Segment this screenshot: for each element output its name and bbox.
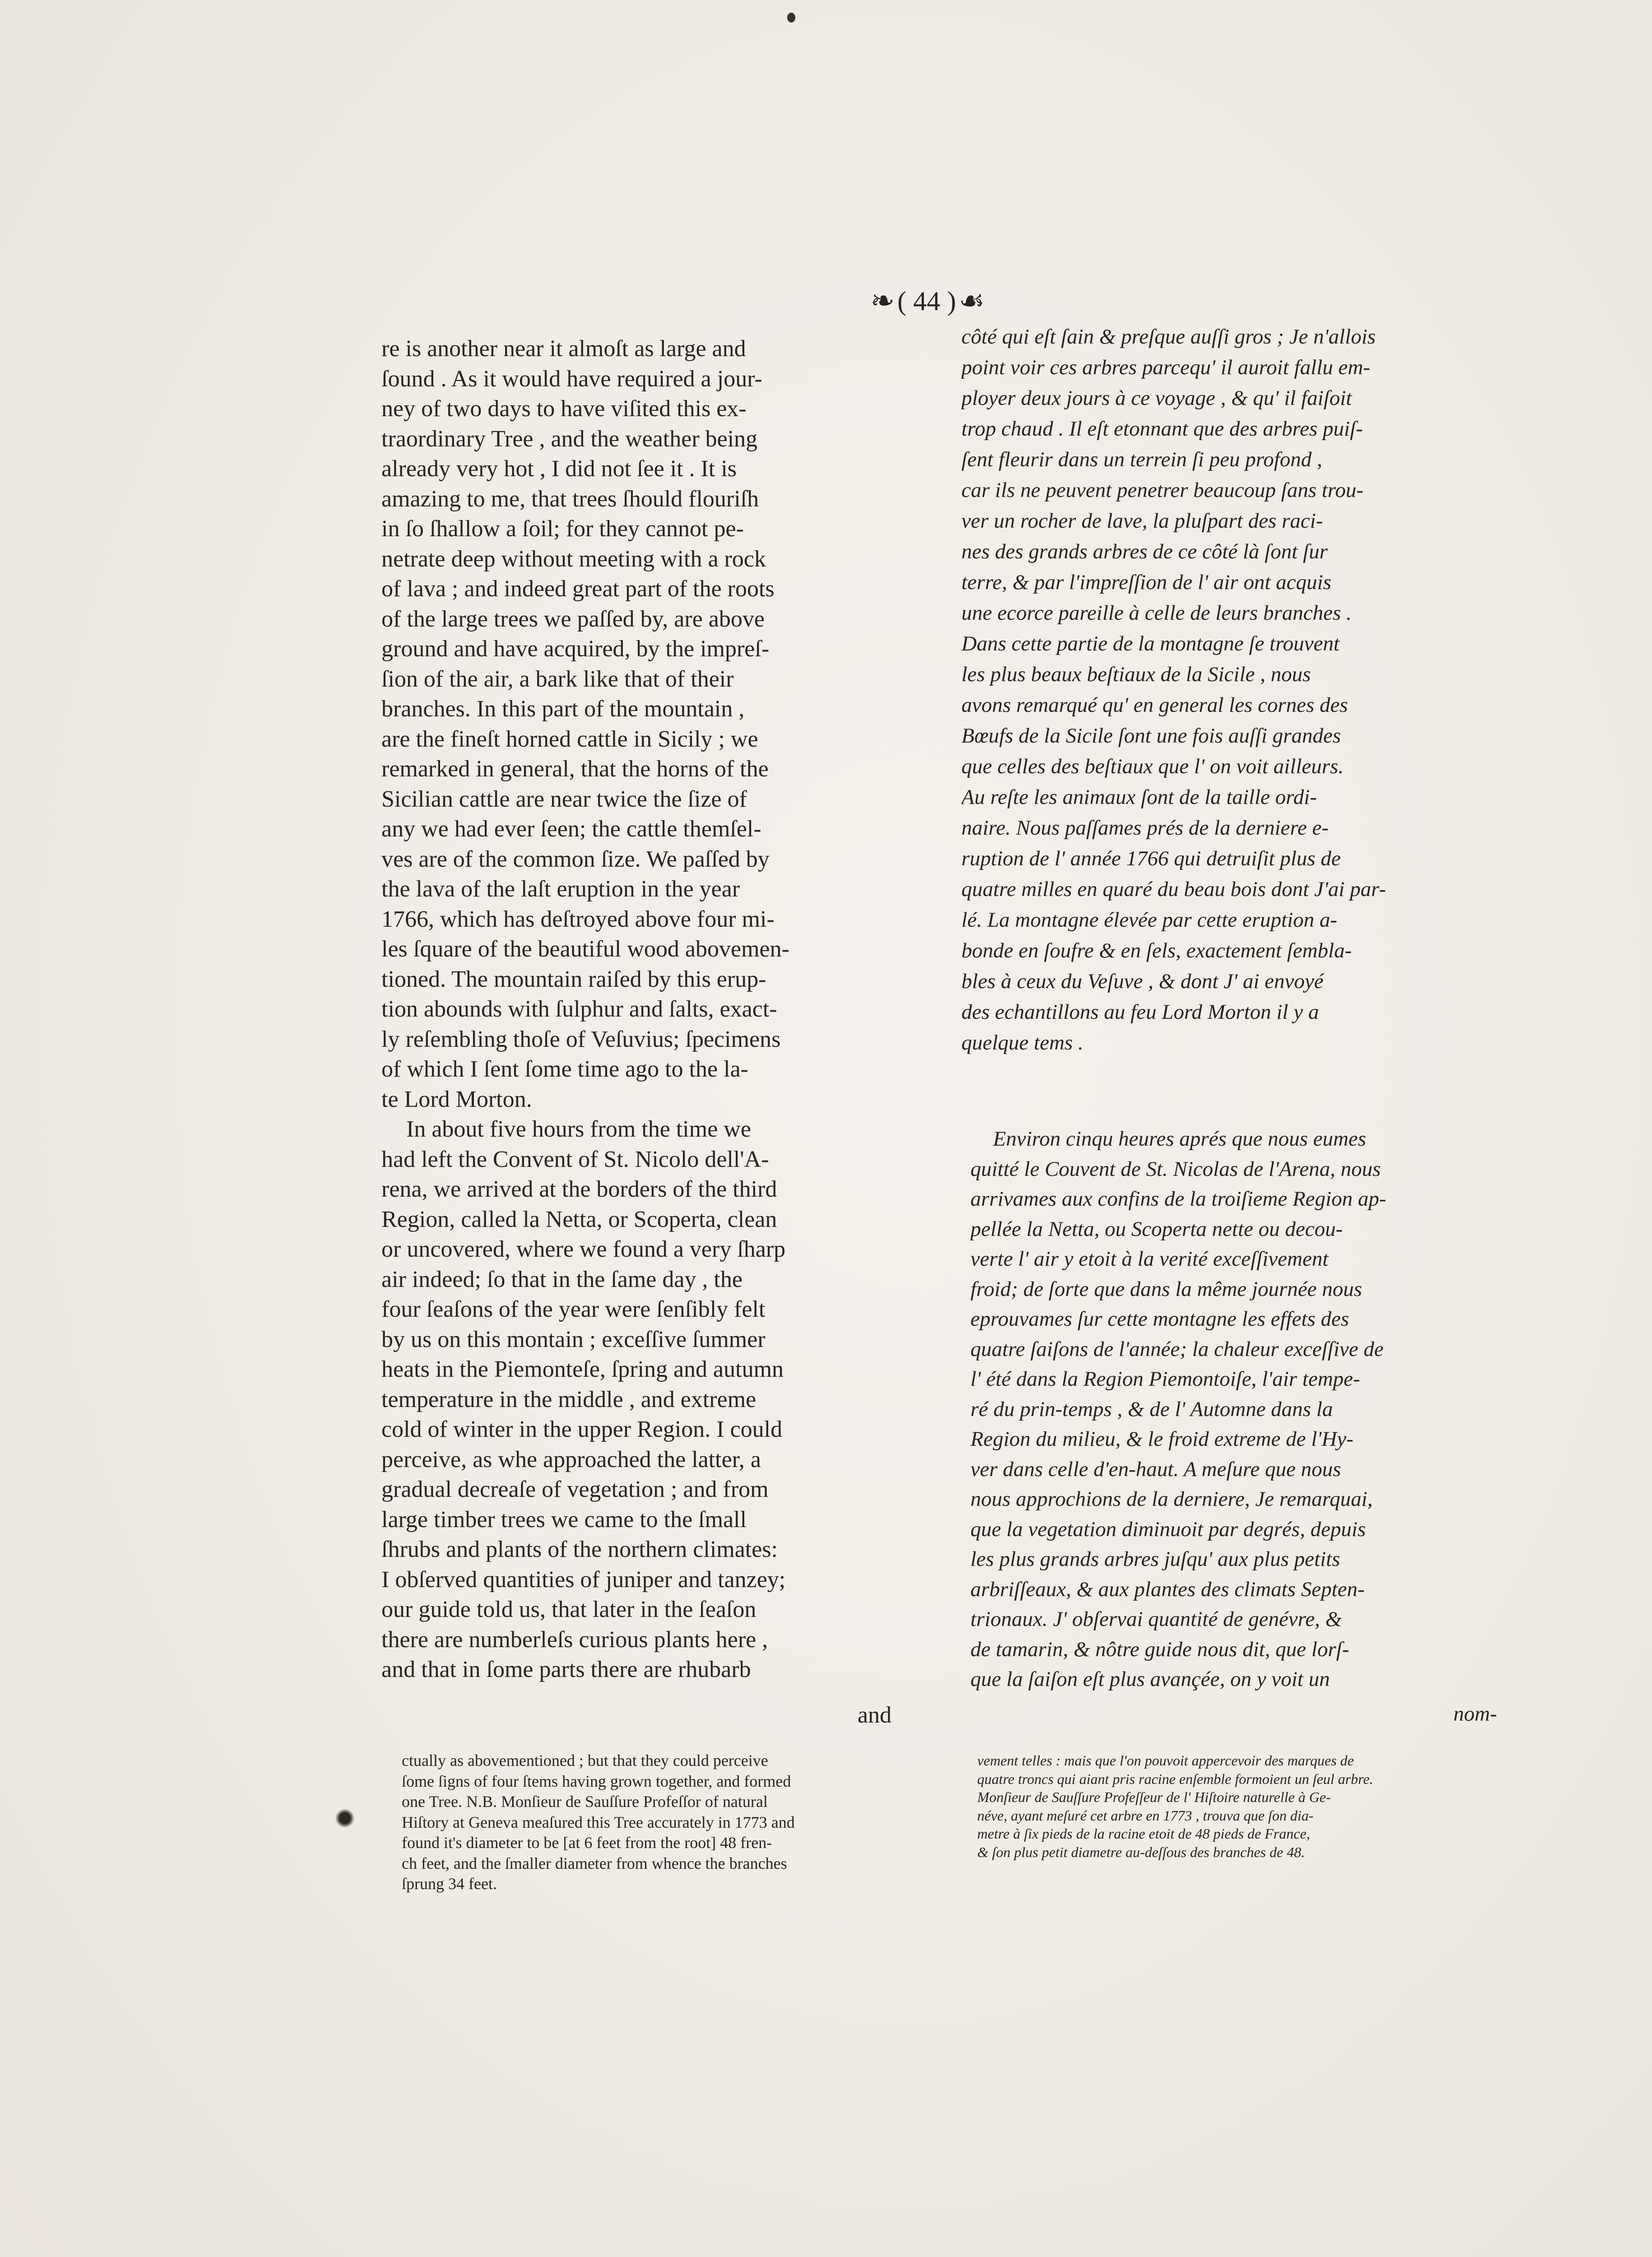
fleuron-right-icon: ☙ <box>959 285 985 317</box>
french-text-line: Region du milieu, & le froid extreme de l'Hy- <box>970 1427 1354 1451</box>
catchword-french: nom- <box>1453 1702 1497 1726</box>
english-text-line: perceive, as whe approached the latter, a <box>381 1446 761 1472</box>
english-text-line: I obſerved quantities of juniper and tanzey; <box>381 1566 786 1593</box>
ink-spot <box>335 1809 355 1827</box>
fleuron-left-icon: ❧ <box>870 285 895 317</box>
english-text-line: tion abounds with ſulphur and ſalts, exact- <box>381 996 777 1022</box>
french-footnote <box>977 1751 1501 1861</box>
french-text-line: verte l' air y etoit à la verité exceſſivement <box>970 1247 1329 1271</box>
french-text-line: lé. La montagne élevée par cette eruption a- <box>961 908 1337 932</box>
french-text-line: bonde en ſoufre & en ſels, exactement ſembla- <box>961 939 1352 962</box>
french-text-line: point voir ces arbres parcequ' il auroit fallu em- <box>961 356 1370 379</box>
french-text-line: Au reſte les animaux ſont de la taille ordi- <box>961 785 1317 809</box>
french-text-line: ver un rocher de lave, la pluſpart des raci- <box>961 509 1323 533</box>
english-footnote <box>402 1751 912 1895</box>
english-text-line: heats in the Piemonteſe, ſpring and autumn <box>381 1356 784 1382</box>
english-text-line: the lava of the laſt eruption in the year <box>381 876 740 902</box>
french-text-line: l' été dans la Region Piemontoiſe, l'air tempe- <box>970 1367 1360 1391</box>
french-footnote-line: néve, ayant meſuré cet arbre en 1773 , trouva que ſon dia- <box>977 1807 1313 1824</box>
ink-spot <box>787 13 795 23</box>
english-text-line: ves are of the common ſize. We paſſed by <box>381 846 770 872</box>
french-text-line: ruption de l' année 1766 qui detruiſit plus de <box>961 847 1341 870</box>
french-text-line: avons remarqué qu' en general les cornes des <box>961 693 1348 717</box>
french-text-line: pellée la Netta, ou Scoperta nette ou decou- <box>970 1217 1343 1241</box>
french-text-line: bles à ceux du Veſuve , & dont J' ai envoyé <box>961 970 1324 993</box>
french-text-line: car ils ne peuvent penetrer beaucoup ſans trou- <box>961 478 1364 502</box>
english-text-line: of the large trees we paſſed by, are above <box>381 606 765 632</box>
english-text-line: traordinary Tree , and the weather being <box>381 426 758 452</box>
english-text-line: already very hot , I did not ſee it . It is <box>381 456 737 482</box>
english-text-line: and that in ſome parts there are rhubarb <box>381 1657 751 1682</box>
english-text-line: temperature in the middle , and extreme <box>381 1386 756 1412</box>
french-text-column-paragraph-2 <box>970 1124 1499 1695</box>
english-text-line: remarked in general, that the horns of the <box>381 756 769 782</box>
english-text-line: four ſeaſons of the year were ſenſibly felt <box>381 1296 766 1322</box>
french-text-line: une ecorce pareille à celle de leurs branches . <box>961 601 1352 625</box>
english-footnote-line: ſprung 34 feet. <box>402 1875 497 1893</box>
english-text-line: In about five hours from the time we <box>406 1116 751 1142</box>
french-text-line: naire. Nous paſſames prés de la derniere e- <box>961 816 1329 840</box>
french-text-line: les plus grands arbres juſqu' aux plus petits <box>970 1547 1341 1571</box>
english-footnote-line: one Tree. N.B. Monſieur de Sauſſure Profeſſor of natural <box>402 1793 768 1811</box>
french-text-line: arrivames aux confins de la troiſieme Region ap- <box>970 1187 1387 1211</box>
english-footnote-line: ctually as abovementioned ; but that they could perceive <box>402 1751 768 1769</box>
english-text-line: had left the Convent of St. Nicolo dell'A- <box>381 1146 769 1172</box>
english-footnote-line: Hiſtory at Geneva meaſured this Tree accurately in 1773 and <box>402 1813 795 1831</box>
english-text-line: of which I ſent ſome time ago to the la- <box>381 1056 748 1082</box>
english-text-line: amazing to me, that trees ſhould flouriſh <box>381 486 759 512</box>
english-text-line: there are numberleſs curious plants here , <box>381 1626 768 1653</box>
english-text-line: of lava ; and indeed great part of the roots <box>381 576 775 602</box>
french-footnote-line: metre à ſix pieds de la racine etoit de 48 pieds de France, <box>977 1825 1310 1842</box>
english-text-line: tioned. The mountain raiſed by this erup- <box>381 966 766 992</box>
english-text-line: ly reſembling thoſe of Veſuvius; ſpecimens <box>381 1026 781 1052</box>
english-text-line: 1766, which has deſtroyed above four mi- <box>381 906 775 932</box>
french-text-line: Bœufs de la Sicile ſont une fois auſſi grandes <box>961 724 1341 748</box>
french-text-line: Dans cette partie de la montagne ſe trouvent <box>961 632 1340 655</box>
french-text-line: ployer deux jours à ce voyage , & qu' il faiſoit <box>961 386 1352 410</box>
french-text-line: terre, & par l'impreſſion de l' air ont acquis <box>961 571 1332 594</box>
french-text-line: trop chaud . Il eſt etonnant que des arbres puiſ- <box>961 417 1363 441</box>
french-footnote-line: quatre troncs qui aiant pris racine enſemble formoient un ſeul arbre. <box>977 1770 1374 1787</box>
english-text-line: large timber trees we came to the ſmall <box>381 1506 747 1533</box>
french-text-line: de tamarin, & nôtre guide nous dit, que lorſ- <box>970 1637 1349 1661</box>
french-text-line: ſent fleurir dans un terrein ſi peu profond , <box>961 448 1323 471</box>
english-text-line: by us on this montain ; exceſſive ſummer <box>381 1326 766 1352</box>
french-text-line: Environ cinqu heures aprés que nous eumes <box>993 1127 1366 1151</box>
english-text-line: cold of winter in the upper Region. I could <box>381 1416 783 1442</box>
english-text-line: ſion of the air, a bark like that of their <box>381 666 734 692</box>
french-text-line: froid; de ſorte que dans la même journée nous <box>970 1277 1362 1301</box>
english-text-line: ſound . As it would have required a jour- <box>381 366 762 392</box>
french-text-line: quelque tems . <box>961 1031 1084 1054</box>
french-text-line: eprouvames ſur cette montagne les effets des <box>970 1307 1349 1331</box>
english-text-line: Region, called la Netta, or Scoperta, clean <box>381 1206 777 1232</box>
english-text-line: netrate deep without meeting with a rock <box>381 546 766 572</box>
french-footnote-line: vement telles : mais que l'on pouvoit appercevoir des marques de <box>977 1752 1354 1769</box>
french-text-line: nes des grands arbres de ce côté là ſont ſur <box>961 540 1328 563</box>
english-text-line: ground and have acquired, by the impreſ- <box>381 636 770 662</box>
english-text-line: gradual decreaſe of vegetation ; and from <box>381 1477 769 1502</box>
catchword-english: and <box>858 1702 892 1728</box>
french-text-line: arbriſſeaux, & aux plantes des climats Septen- <box>970 1577 1365 1601</box>
english-footnote-line: found it's diameter to be [at 6 feet from the root] 48 fren- <box>402 1834 772 1852</box>
english-footnote-line: ſome ſigns of four ſtems having grown together, and formed <box>402 1772 791 1790</box>
english-text-column <box>381 334 900 1685</box>
french-text-line: les plus beaux beſtiaux de la Sicile , nous <box>961 663 1311 686</box>
french-text-line: quatre ſaiſons de l'année; la chaleur exceſſive de <box>970 1337 1384 1361</box>
english-text-line: are the fineſt horned cattle in Sicily ; we <box>381 726 758 752</box>
french-footnote-line: Monſieur de Sauſſure Profeſſeur de l' Hiſtoire naturelle à Ge- <box>977 1789 1331 1805</box>
french-text-line: ré du prin-temps , & de l' Automne dans la <box>970 1397 1333 1421</box>
english-footnote-line: ch feet, and the ſmaller diameter from whence the branches <box>402 1854 787 1872</box>
english-text-line: ſhrubs and plants of the northern climates: <box>381 1537 778 1562</box>
english-text-line: any we had ever ſeen; the cattle themſel- <box>381 816 761 842</box>
french-text-line: des echantillons au feu Lord Morton il y a <box>961 1000 1319 1024</box>
english-text-line: air indeed; ſo that in the ſame day , the <box>381 1266 742 1292</box>
page-header <box>837 281 1018 321</box>
english-text-line: our guide told us, that later in the ſeaſon <box>381 1597 756 1622</box>
english-text-line: Sicilian cattle are near twice the ſize of <box>381 786 747 812</box>
french-text-column <box>961 321 1494 1058</box>
french-text-line: ver dans celle d'en-haut. A meſure que nous <box>970 1457 1341 1481</box>
english-text-line: branches. In this part of the mountain , <box>381 696 745 722</box>
french-text-line: côté qui eſt ſain & preſque auſſi gros ; Je n'allois <box>961 325 1376 348</box>
french-text-line: quitté le Couvent de St. Nicolas de l'Arena, nous <box>970 1157 1381 1181</box>
page-number: ( 44 ) <box>897 286 956 316</box>
english-text-line: in ſo ſhallow a ſoil; for they cannot pe- <box>381 516 744 542</box>
french-text-line: que celles des beſtiaux que l' on voit ailleurs. <box>961 755 1344 778</box>
french-text-line: trionaux. J' obſervai quantité de genévre, & <box>970 1607 1342 1631</box>
english-text-line: rena, we arrived at the borders of the third <box>381 1176 777 1202</box>
english-text-line: or uncovered, where we found a very ſharp <box>381 1236 786 1262</box>
english-text-line: te Lord Morton. <box>381 1086 532 1112</box>
french-text-line: nous approchions de la derniere, Je remarquai, <box>970 1487 1373 1511</box>
french-text-line: que la vegetation diminuoit par degrés, depuis <box>970 1517 1366 1541</box>
english-text-line: les ſquare of the beautiful wood abovemen- <box>381 936 789 962</box>
english-text-line: re is another near it almoſt as large and <box>381 336 746 362</box>
english-text-line: ney of two days to have viſited this ex- <box>381 396 747 422</box>
french-text-line: quatre milles en quaré du beau bois dont J'ai par- <box>961 878 1386 901</box>
french-footnote-line: & ſon plus petit diametre au-deſſous des branches de 48. <box>977 1844 1305 1860</box>
french-text-line: que la ſaiſon eſt plus avançée, on y voit un <box>970 1667 1330 1691</box>
